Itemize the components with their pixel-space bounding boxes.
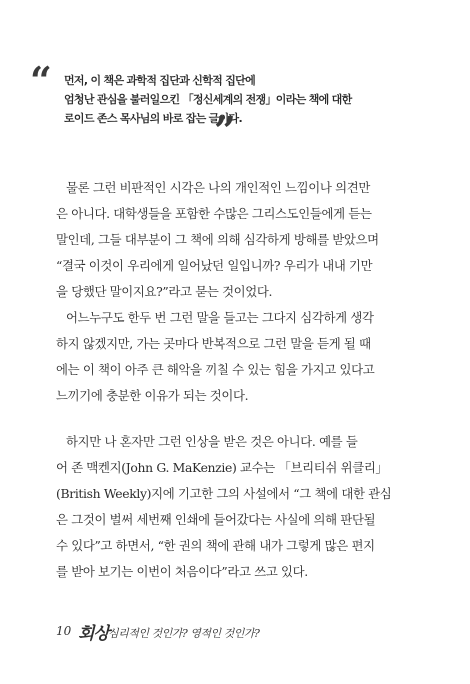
text-line: 어느누구도 한두 번 그런 말을 들고는 그다지 심각하게 생각 xyxy=(66,310,374,325)
text-line: 하지만 나 혼자만 그런 인상을 받은 것은 아니다. 예를 들 xyxy=(66,434,358,449)
text-line: (British Weekly)지에 기고한 그의 사설에서 “그 책에 대한 관심 xyxy=(56,486,392,501)
intro-quote-line: 먼저, 이 책은 과학적 집단과 신학적 집단에 xyxy=(64,74,255,87)
text-line: 말인데, 그들 대부분이 그 책에 의해 심각하게 방해를 받았으며 xyxy=(56,232,379,247)
text-line: 물론 그런 비판적인 시각은 나의 개인적인 느낌이나 의견만 xyxy=(66,180,370,195)
text-line: 수 있다”고 하면서, “한 권의 책에 관해 내가 그렇게 많은 편지 xyxy=(56,538,375,553)
intro-quote-line: 엄청난 관심을 불러일으킨 「정신세계의 전쟁」이라는 책에 대한 xyxy=(64,93,352,106)
text-line: 을 당했단 말이지요?”라고 묻는 것이었다. xyxy=(56,284,273,299)
text-line: “결국 이것이 우리에게 일어났던 일입니까? 우리가 내내 기만 xyxy=(56,258,373,273)
series-logo: 회상 xyxy=(78,624,109,644)
text-line: 에는 이 책이 아주 큰 해악을 끼칠 수 있는 힘을 가지고 있다고 xyxy=(56,362,375,377)
intro-quote xyxy=(30,58,430,153)
text-line: 를 받아 보기는 이번이 처음이다”라고 쓰고 있다. xyxy=(56,564,308,579)
open-quote-icon: “ xyxy=(30,58,52,103)
text-line: 어 존 맥켄지(John G. MaKenzie) 교수는 「브리티쉬 위클리」 xyxy=(56,460,388,475)
text-line: 은 그것이 벌써 세번째 인쇄에 들어갔다는 사실에 의해 판단될 xyxy=(56,512,376,527)
close-quote-icon: ” xyxy=(214,108,236,153)
text-line: 은 아니다. 대학생들을 포함한 수많은 그리스도인들에게 듣는 xyxy=(56,206,372,221)
page-number: 10 xyxy=(56,624,72,638)
page-footer xyxy=(56,622,416,642)
text-line: 하지 않겠지만, 가는 곳마다 반복적으로 그런 말을 듣게 될 때 xyxy=(56,336,371,351)
running-title: 심리적인 것인가? 영적인 것인가? xyxy=(108,627,260,640)
text-line: 느끼기에 충분한 이유가 되는 것이다. xyxy=(56,388,249,403)
intro-quote-line: 로이드 존스 목사님의 바로 잡는 글이다. xyxy=(64,112,242,125)
